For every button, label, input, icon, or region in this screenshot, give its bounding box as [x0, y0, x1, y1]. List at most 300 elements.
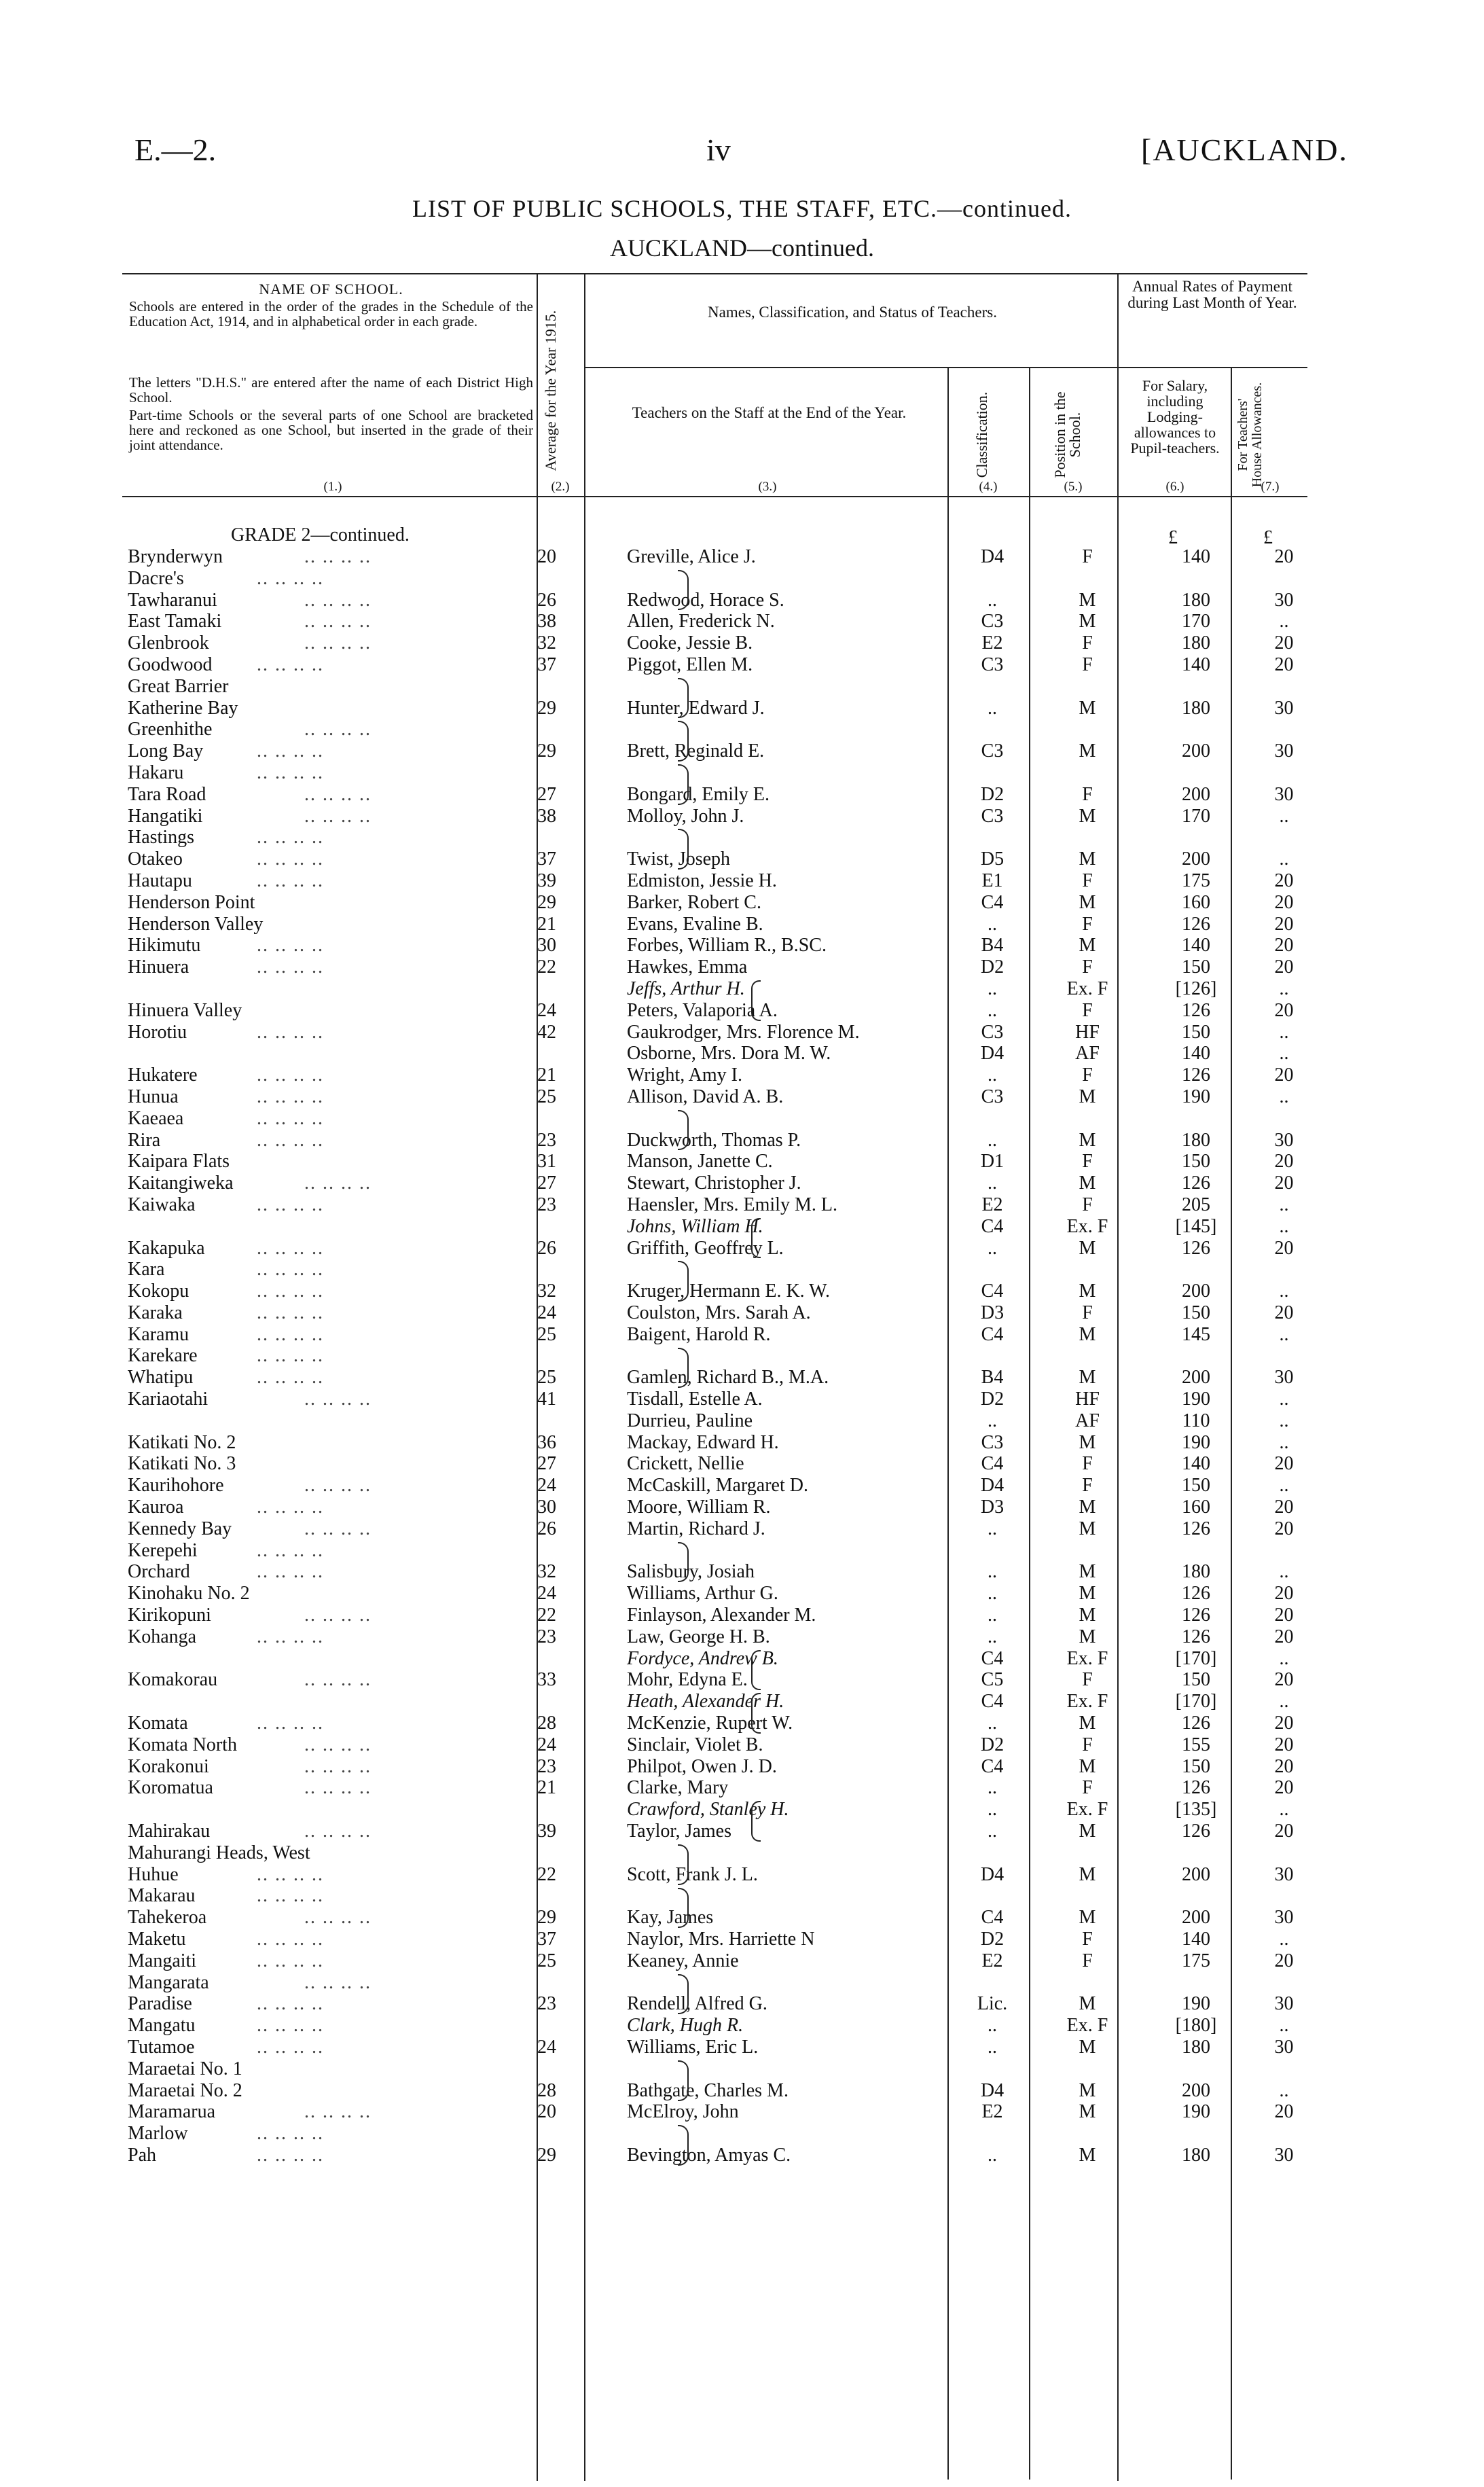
teacher-name: Clark, Hugh R.	[627, 2015, 744, 2037]
school-group-bracket	[678, 1542, 689, 1583]
table-row	[128, 1194, 1309, 1216]
salary-amount: [145]	[1175, 1215, 1217, 1237]
teacher-name: Allison, David A. B.	[627, 1086, 784, 1107]
leader-dots: .. .. .. ..	[257, 1561, 324, 1583]
teacher-position: HF	[1075, 1021, 1100, 1043]
school-name: Brynderwyn	[128, 546, 223, 567]
average-attendance: 24	[537, 1302, 556, 1323]
teacher-classification: C3	[981, 611, 1004, 632]
school-name: Mahurangi Heads, West	[128, 1842, 310, 1863]
school-name: Huhue	[128, 1863, 179, 1885]
teacher-name: Jeffs, Arthur H.	[627, 978, 745, 999]
leader-dots: .. .. .. ..	[257, 2144, 324, 2166]
teacher-classification: ..	[988, 2015, 997, 2037]
salary-amount: 126	[1182, 999, 1210, 1021]
average-attendance: 29	[537, 891, 556, 913]
school-name: Kohanga	[128, 1626, 197, 1647]
table-row	[128, 1043, 1309, 1064]
teacher-position: M	[1079, 805, 1096, 827]
average-attendance: 25	[537, 1367, 556, 1389]
column-number: (3.)	[758, 480, 777, 494]
table-row	[128, 1929, 1309, 1950]
table-row	[128, 2058, 1309, 2080]
table-row	[128, 698, 1309, 719]
teacher-position: F	[1082, 956, 1093, 978]
average-attendance: 37	[537, 1929, 556, 1950]
teacher-classification: C4	[981, 1453, 1004, 1475]
teacher-classification: E2	[981, 2101, 1003, 2123]
teacher-position: F	[1082, 654, 1093, 675]
teacher-position: M	[1079, 2144, 1096, 2166]
house-allowance: 20	[1274, 1453, 1294, 1475]
teacher-classification: D1	[980, 1151, 1005, 1173]
table-header-rule	[122, 496, 1307, 497]
salary-amount: 140	[1182, 1453, 1210, 1475]
table-row	[128, 827, 1309, 848]
teacher-position: F	[1082, 1453, 1093, 1475]
column-number: (5.)	[1064, 480, 1083, 494]
teacher-name: Mackay, Edward H.	[627, 1431, 779, 1453]
salary-amount: 180	[1182, 1129, 1210, 1151]
house-allowance: 20	[1274, 1173, 1294, 1194]
teacher-classification: D2	[980, 1389, 1005, 1410]
salary-amount: 200	[1182, 783, 1210, 805]
leader-dots: .. .. .. ..	[257, 1281, 324, 1302]
table-row	[128, 1367, 1309, 1389]
house-allowance: 30	[1274, 697, 1294, 719]
leader-dots: .. .. .. ..	[257, 1129, 324, 1151]
school-name: Kakapuka	[128, 1237, 205, 1259]
salary-amount: 205	[1182, 1194, 1210, 1215]
average-attendance: 39	[537, 870, 556, 891]
leader-dots: .. .. .. ..	[257, 1259, 324, 1281]
school-name: Henderson Point	[128, 891, 255, 913]
teacher-name: McElroy, John	[627, 2101, 739, 2123]
teacher-name: Clarke, Mary	[627, 1777, 729, 1799]
teacher-classification: D3	[980, 1302, 1005, 1323]
salary-amount: 150	[1182, 1021, 1210, 1043]
teacher-name: Bongard, Emily E.	[627, 783, 770, 805]
teacher-name: Heath, Alexander H.	[627, 1691, 784, 1713]
teacher-name: Durrieu, Pauline	[627, 1410, 753, 1431]
teacher-position: M	[1079, 848, 1096, 870]
house-allowance: ..	[1279, 1323, 1289, 1345]
teacher-classification: C3	[981, 1431, 1004, 1453]
teacher-classification: ..	[988, 999, 997, 1021]
house-allowance: 20	[1274, 1626, 1294, 1647]
salary-amount: 150	[1182, 1669, 1210, 1691]
house-allowance: 30	[1274, 1993, 1294, 2015]
school-group-bracket	[678, 1888, 689, 1929]
teacher-position: Ex. F	[1066, 2015, 1108, 2037]
school-name: Kaurihohore	[128, 1475, 224, 1497]
teacher-name: Fordyce, Andrew B.	[627, 1647, 778, 1669]
salary-amount: [180]	[1175, 2015, 1217, 2037]
average-attendance: 26	[537, 1237, 556, 1259]
house-allowance: 20	[1274, 2101, 1294, 2123]
house-allowance: ..	[1279, 1647, 1289, 1669]
school-column-note-dhs: The letters "D.H.S." are entered after the name of each District High School.	[129, 374, 533, 406]
school-group-bracket	[678, 1844, 689, 1885]
teacher-name: Allen, Frederick N.	[627, 611, 775, 632]
teacher-name: Philpot, Owen J. D.	[627, 1755, 777, 1777]
salary-amount: 190	[1182, 2101, 1210, 2123]
school-group-bracket	[678, 829, 689, 870]
salary-amount: 150	[1182, 1475, 1210, 1497]
table-row	[128, 2080, 1309, 2102]
table-row	[128, 1130, 1309, 1151]
teacher-position: F	[1082, 999, 1093, 1021]
leader-dots: .. .. .. ..	[304, 1518, 372, 1539]
leader-dots: .. .. .. ..	[257, 740, 324, 762]
house-allowance: 20	[1274, 1583, 1294, 1605]
leader-dots: .. .. .. ..	[257, 1323, 324, 1345]
school-group-bracket	[678, 678, 689, 719]
house-allowance: 20	[1274, 1518, 1294, 1539]
teacher-position: M	[1079, 1821, 1096, 1842]
leader-dots: .. .. .. ..	[304, 1475, 372, 1497]
leader-dots: .. .. .. ..	[304, 546, 372, 567]
school-name: Mangatu	[128, 2015, 196, 2037]
teacher-name: Peters, Valaporia A.	[627, 999, 778, 1021]
house-allowance: 30	[1274, 1129, 1294, 1151]
table-row	[128, 892, 1309, 914]
house-allowance: ..	[1279, 1799, 1289, 1821]
teacher-position: AF	[1075, 1043, 1100, 1064]
teacher-position: F	[1082, 870, 1093, 891]
house-allowance: ..	[1279, 978, 1289, 999]
table-row	[128, 1475, 1309, 1497]
average-attendance: 27	[537, 1453, 556, 1475]
teacher-position: M	[1079, 1173, 1096, 1194]
salary-amount: [126]	[1175, 978, 1217, 999]
average-attendance: 28	[537, 1713, 556, 1734]
teacher-position: M	[1079, 697, 1096, 719]
school-name: Whatipu	[128, 1367, 194, 1389]
teacher-classification: ..	[988, 1173, 997, 1194]
teacher-position: F	[1082, 1475, 1093, 1497]
house-allowance: 20	[1274, 1605, 1294, 1626]
salary-amount: 180	[1182, 2036, 1210, 2058]
teacher-classification: C3	[981, 1086, 1004, 1107]
teacher-classification: E2	[981, 1194, 1003, 1215]
average-attendance: 24	[537, 1583, 556, 1605]
teacher-classification: ..	[988, 1605, 997, 1626]
teacher-name: Moore, William R.	[627, 1497, 771, 1518]
leader-dots: .. .. .. ..	[257, 1497, 324, 1518]
teacher-name: Rendell, Alfred G.	[627, 1993, 767, 2015]
house-allowance: 20	[1274, 1950, 1294, 1971]
house-allowance: ..	[1279, 1215, 1289, 1237]
teacher-name: Redwood, Horace S.	[627, 589, 784, 611]
average-attendance: 23	[537, 1755, 556, 1777]
house-allowance: 20	[1274, 1302, 1294, 1323]
school-name: Marlow	[128, 2123, 188, 2145]
school-name: Kinohaku No. 2	[128, 1583, 250, 1605]
school-name: Hakaru	[128, 762, 184, 783]
average-attendance: 24	[537, 1734, 556, 1755]
table-row	[128, 546, 1309, 568]
teacher-name: Baigent, Harold R.	[627, 1323, 771, 1345]
teacher-name: Tisdall, Estelle A.	[627, 1389, 763, 1410]
salary-amount: 180	[1182, 2144, 1210, 2166]
page-subtitle: AUCKLAND—continued.	[610, 234, 874, 262]
school-name: Greenhithe	[128, 719, 213, 740]
teacher-classification: D2	[980, 956, 1005, 978]
teacher-classification: ..	[988, 1713, 997, 1734]
average-column-heading: Average for the Year 1915.	[542, 310, 559, 471]
teacher-position: F	[1082, 1669, 1093, 1691]
house-allowance: ..	[1279, 1086, 1289, 1107]
school-group-bracket	[678, 721, 689, 762]
teacher-classification: D4	[980, 546, 1005, 567]
house-allowance: 20	[1274, 1497, 1294, 1518]
salary-amount: 200	[1182, 1281, 1210, 1302]
school-name: Tara Road	[128, 783, 206, 805]
house-allowance: 20	[1274, 999, 1294, 1021]
school-name: Komata North	[128, 1734, 237, 1755]
school-name: Katikati No. 3	[128, 1453, 236, 1475]
leader-dots: .. .. .. ..	[257, 1086, 324, 1107]
teacher-position: Ex. F	[1066, 1799, 1108, 1821]
leader-dots: .. .. .. ..	[257, 870, 324, 891]
house-allowance: 20	[1274, 870, 1294, 891]
house-allowance: ..	[1279, 2015, 1289, 2037]
house-allowance: ..	[1279, 1043, 1289, 1064]
salary-amount: 200	[1182, 848, 1210, 870]
table-row	[128, 1583, 1309, 1605]
school-name: Komata	[128, 1713, 188, 1734]
teacher-name: Finlayson, Alexander M.	[627, 1605, 816, 1626]
average-attendance: 20	[537, 2101, 556, 2123]
leader-dots: .. .. .. ..	[257, 1021, 324, 1043]
page-title: LIST OF PUBLIC SCHOOLS, THE STAFF, ETC.—continued.	[412, 195, 1072, 222]
teacher-position: M	[1079, 1605, 1096, 1626]
school-name: Kaipara Flats	[128, 1151, 230, 1173]
average-attendance: 23	[537, 1129, 556, 1151]
teacher-group-bracket	[751, 1650, 761, 1691]
school-name: Hautapu	[128, 870, 192, 891]
teacher-position: F	[1082, 783, 1093, 805]
table-row	[128, 1734, 1309, 1756]
table-row	[128, 2101, 1309, 2123]
school-name: Kariaotahi	[128, 1389, 209, 1410]
leader-dots: .. .. .. ..	[304, 589, 372, 611]
teacher-classification: C4	[981, 891, 1004, 913]
table-row	[128, 1432, 1309, 1454]
teacher-name: Osborne, Mrs. Dora M. W.	[627, 1043, 831, 1064]
average-attendance: 39	[537, 1821, 556, 1842]
house-allowance: ..	[1279, 1410, 1289, 1431]
school-name: Karaka	[128, 1302, 183, 1323]
salary-amount: 170	[1182, 805, 1210, 827]
teacher-classification: ..	[988, 1518, 997, 1539]
table-row	[128, 1972, 1309, 1994]
salary-amount: 190	[1182, 1431, 1210, 1453]
teacher-position: AF	[1075, 1410, 1100, 1431]
table-row	[128, 2145, 1309, 2166]
salary-amount: 180	[1182, 697, 1210, 719]
school-name: Kara	[128, 1259, 165, 1281]
table-row	[128, 1540, 1309, 1562]
school-name: Mangaiti	[128, 1950, 197, 1971]
table-row	[128, 1561, 1309, 1583]
teacher-name: Crickett, Nellie	[627, 1453, 744, 1475]
average-attendance: 30	[537, 935, 556, 956]
salary-amount: [170]	[1175, 1691, 1217, 1713]
table-row	[128, 1993, 1309, 2015]
leader-dots: .. .. .. ..	[257, 827, 324, 848]
currency-house: £	[1263, 527, 1273, 548]
teacher-name: Cooke, Jessie B.	[627, 632, 753, 654]
teacher-name: Barker, Robert C.	[627, 891, 761, 913]
teacher-name: Coulston, Mrs. Sarah A.	[627, 1302, 811, 1323]
school-name: Hukatere	[128, 1064, 198, 1086]
teacher-name: Greville, Alice J.	[627, 546, 756, 567]
house-allowance: 20	[1274, 956, 1294, 978]
leader-dots: .. .. .. ..	[257, 2036, 324, 2058]
salary-amount: 126	[1182, 1821, 1210, 1842]
teachers-column-heading: Teachers on the Staff at the End of the Year.	[632, 404, 907, 421]
teacher-name: Wright, Amy I.	[627, 1064, 742, 1086]
teacher-position: F	[1082, 913, 1093, 935]
house-allowance: 30	[1274, 589, 1294, 611]
teacher-classification: ..	[988, 1626, 997, 1647]
average-attendance: 29	[537, 1907, 556, 1929]
table-row	[128, 1842, 1309, 1864]
leader-dots: .. .. .. ..	[257, 567, 324, 589]
school-name: Korakonui	[128, 1755, 209, 1777]
teacher-classification: ..	[988, 1583, 997, 1605]
average-attendance: 29	[537, 740, 556, 762]
table-row	[128, 2037, 1309, 2058]
teacher-classification: C4	[981, 1755, 1004, 1777]
school-name: Henderson Valley	[128, 913, 264, 935]
table-row	[128, 1626, 1309, 1648]
table-row	[128, 1173, 1309, 1194]
teacher-position: Ex. F	[1066, 1691, 1108, 1713]
teacher-name: Mohr, Edyna E.	[627, 1669, 748, 1691]
salary-amount: 126	[1182, 913, 1210, 935]
leader-dots: .. .. .. ..	[257, 762, 324, 783]
teacher-name: Haensler, Mrs. Emily M. L.	[627, 1194, 837, 1215]
school-column-note-parttime: Part-time Schools or the several parts of one School are bracketed here and reckoned as one School, but inserted in the grade of their joint attendance.	[129, 407, 533, 453]
teacher-name: Evans, Evaline B.	[627, 913, 763, 935]
column-number: (7.)	[1261, 480, 1280, 494]
salary-amount: 126	[1182, 1173, 1210, 1194]
teacher-position: F	[1082, 1151, 1093, 1173]
teacher-classification: ..	[988, 1561, 997, 1583]
teacher-position: M	[1079, 1431, 1096, 1453]
average-attendance: 25	[537, 1323, 556, 1345]
house-allowance: ..	[1279, 805, 1289, 827]
teacher-position: M	[1079, 1755, 1096, 1777]
school-name: Hastings	[128, 827, 194, 848]
leader-dots: .. .. .. ..	[304, 1605, 372, 1626]
house-allowance: ..	[1279, 611, 1289, 632]
teacher-name: Naylor, Mrs. Harriette N	[627, 1929, 815, 1950]
table-row	[128, 1648, 1309, 1670]
salary-amount: 160	[1182, 1497, 1210, 1518]
teacher-name: Twist, Joseph	[627, 848, 731, 870]
teacher-classification: ..	[988, 1129, 997, 1151]
school-name: Glenbrook	[128, 632, 209, 654]
group-rule	[584, 367, 1117, 368]
region-label: [AUCKLAND.	[1141, 132, 1348, 167]
table-row	[128, 1864, 1309, 1886]
salary-amount: 126	[1182, 1064, 1210, 1086]
school-group-bracket	[678, 1110, 689, 1151]
school-name: Tahekeroa	[128, 1907, 207, 1929]
average-attendance: 28	[537, 2079, 556, 2101]
teacher-classification: D5	[980, 848, 1005, 870]
table-row	[128, 956, 1309, 978]
teacher-name: Bathgate, Charles M.	[627, 2079, 789, 2101]
teacher-position: M	[1079, 1713, 1096, 1734]
house-allowance: 20	[1274, 632, 1294, 654]
teacher-name: Kay, James	[627, 1907, 714, 1929]
salary-amount: 180	[1182, 589, 1210, 611]
teacher-classification: ..	[988, 2036, 997, 2058]
table-row	[128, 1518, 1309, 1540]
leader-dots: .. .. .. ..	[304, 1971, 372, 1993]
school-name: Paradise	[128, 1993, 192, 2015]
average-attendance: 32	[537, 1281, 556, 1302]
house-allowance: ..	[1279, 848, 1289, 870]
house-allowance: 20	[1274, 546, 1294, 567]
school-name: Karekare	[128, 1345, 198, 1367]
teacher-classification: D2	[980, 1734, 1005, 1755]
school-name: Hunua	[128, 1086, 179, 1107]
table-row	[128, 1799, 1309, 1821]
teacher-position: F	[1082, 1302, 1093, 1323]
teacher-classification: ..	[988, 913, 997, 935]
table-row	[128, 590, 1309, 611]
salary-amount: 126	[1182, 1777, 1210, 1799]
leader-dots: .. .. .. ..	[257, 1237, 324, 1259]
grade-label: GRADE 2—continued.	[231, 524, 410, 545]
teacher-classification: ..	[988, 1410, 997, 1431]
table-row	[128, 1064, 1309, 1086]
school-group-bracket	[678, 1261, 689, 1302]
table-row	[128, 1151, 1309, 1173]
salary-amount: 175	[1182, 1950, 1210, 1971]
table-row	[128, 1086, 1309, 1108]
teacher-position: F	[1082, 1777, 1093, 1799]
table-row	[128, 740, 1309, 762]
salary-amount: 140	[1182, 1043, 1210, 1064]
teacher-position: M	[1079, 740, 1096, 762]
teacher-classification: D3	[980, 1497, 1005, 1518]
teacher-classification: C3	[981, 1021, 1004, 1043]
school-name: Katikati No. 2	[128, 1431, 236, 1453]
teacher-name: Manson, Janette C.	[627, 1151, 773, 1173]
table-row	[128, 762, 1309, 784]
salary-amount: 110	[1182, 1410, 1210, 1431]
teacher-name: Taylor, James	[627, 1821, 731, 1842]
teacher-group-bracket	[751, 1218, 761, 1259]
salary-amount: 200	[1182, 1863, 1210, 1885]
school-group-bracket	[678, 570, 689, 611]
leader-dots: .. .. .. ..	[257, 1107, 324, 1129]
salary-amount: 140	[1182, 546, 1210, 567]
teacher-position: F	[1082, 632, 1093, 654]
teacher-position: M	[1079, 1863, 1096, 1885]
house-allowance: ..	[1279, 1194, 1289, 1215]
table-row	[128, 848, 1309, 870]
leader-dots: .. .. .. ..	[257, 1194, 324, 1215]
teacher-name: McCaskill, Margaret D.	[627, 1475, 808, 1497]
